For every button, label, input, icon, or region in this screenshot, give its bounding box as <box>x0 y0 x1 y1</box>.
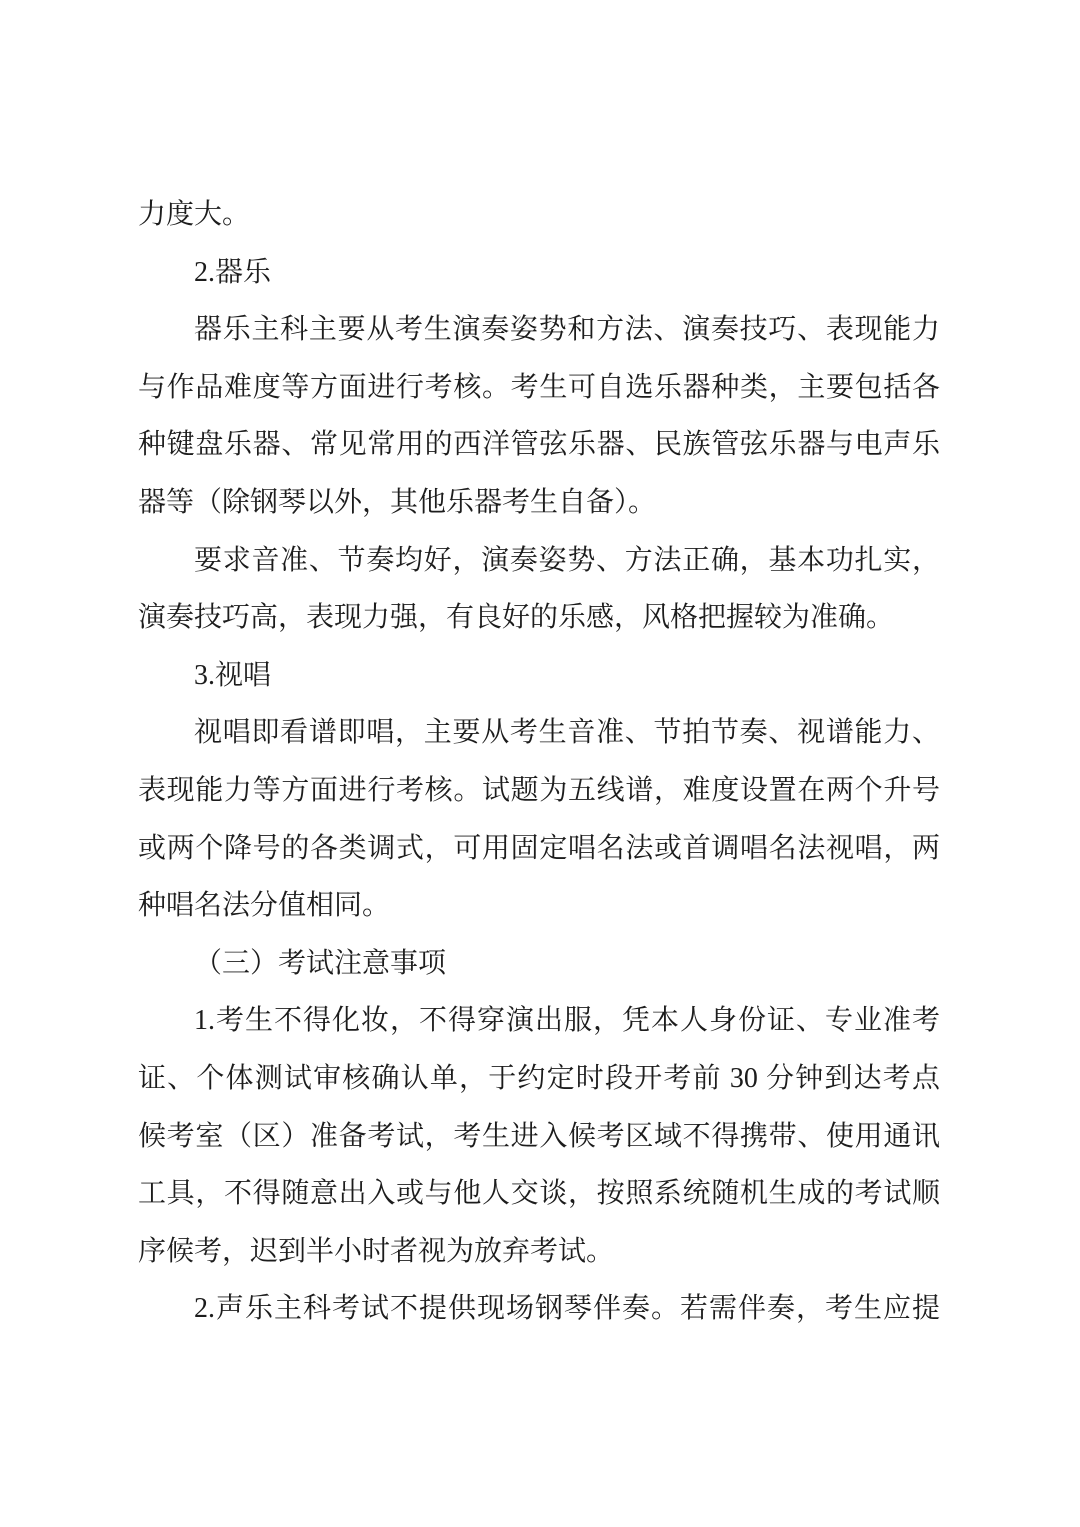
text-line: 视唱即看谱即唱，主要从考生音准、节拍节奏、视谱能力、 <box>194 717 940 749</box>
text-line-heading-3-shichang: 3.视唱 <box>194 659 272 691</box>
text-line: 与作品难度等方面进行考核。考生可自选乐器种类，主要包括各 <box>138 371 940 403</box>
text-line: 种键盘乐器、常见常用的西洋管弦乐器、民族管弦乐器与电声乐 <box>138 429 940 461</box>
text-line: 要求音准、节奏均好，演奏姿势、方法正确，基本功扎实， <box>194 544 940 576</box>
text-line: 证、个体测试审核确认单，于约定时段开考前 30 分钟到达考点 <box>138 1062 940 1094</box>
text-line-heading-2-qiyue: 2.器乐 <box>194 256 272 288</box>
text-line-heading-notes: （三）考试注意事项 <box>194 947 447 979</box>
text-line: 器乐主科主要从考生演奏姿势和方法、演奏技巧、表现能力 <box>194 314 940 346</box>
text-line-paragraph-end: 序候考，迟到半小时者视为放弃考试。 <box>138 1235 615 1267</box>
text-line-paragraph-end: 器等（除钢琴以外，其他乐器考生自备）。 <box>138 486 657 518</box>
document-text-block <box>138 186 940 1338</box>
text-line: 2.声乐主科考试不提供现场钢琴伴奏。若需伴奏，考生应提 <box>194 1293 940 1325</box>
text-line-paragraph-end: 种唱名法分值相同。 <box>138 890 391 922</box>
text-line-paragraph-end: 演奏技巧高，表现力强，有良好的乐感，风格把握较为准确。 <box>138 602 895 634</box>
text-line: 表现能力等方面进行考核。试题为五线谱，难度设置在两个升号 <box>138 774 940 806</box>
text-line: 工具，不得随意出入或与他人交谈，按照系统随机生成的考试顺 <box>138 1178 940 1210</box>
text-line: 1.考生不得化妆，不得穿演出服，凭本人身份证、专业准考 <box>194 1005 940 1037</box>
text-line: 候考室（区）准备考试，考生进入候考区域不得携带、使用通讯 <box>138 1120 940 1152</box>
text-line-paragraph-end: 力度大。 <box>138 199 251 230</box>
text-line: 或两个降号的各类调式，可用固定唱名法或首调唱名法视唱，两 <box>138 832 940 864</box>
